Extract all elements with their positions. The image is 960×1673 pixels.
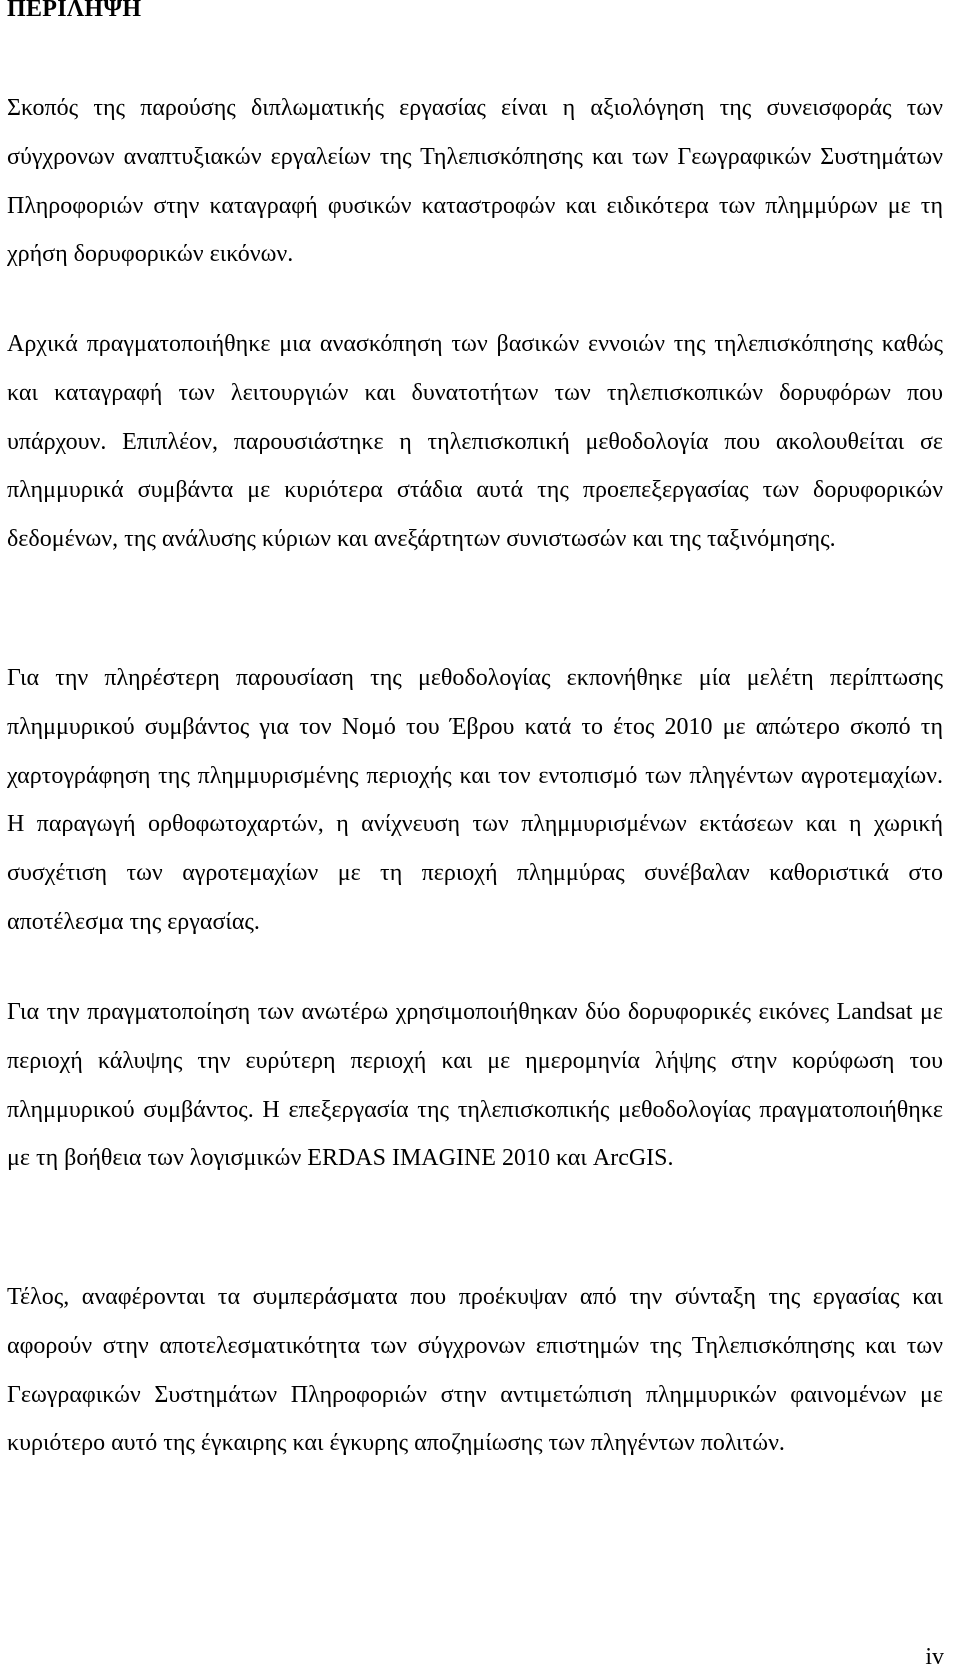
- paragraph-case-study: Για την πληρέστερη παρουσίαση της μεθοδολογίας εκπονήθηκε μία μελέτη περίπτωσης πλημμυρικού συμβάντος για τον Νομό του Έβρου κατά το έτος 2010 με απώτερο σκοπό τη χαρτογράφηση της πλημμυρισμένης περιοχής και τον εντοπισμό των πληγέντων αγροτεμαχίων. Η παραγωγή ορθοφωτοχαρτών, η ανίχνευση των πλημμυρισμένων εκτάσεων και η χωρική συσχέτιση των αγροτεμαχίων με τη περιοχή πλημμύρας συνέβαλαν καθοριστικά στο αποτέλεσμα της εργασίας.: [7, 665, 943, 935]
- page-number: iv: [925, 1644, 944, 1670]
- paragraph-conclusions: Τέλος, αναφέρονται τα συμπεράσματα που προέκυψαν από την σύνταξη της εργασίας και αφορούν στην αποτελεσματικότητα των σύγχρονων επιστημών της Τηλεπισκόπησης και των Γεωγραφικών Συστημάτων Πληροφοριών στην αντιμετώπιση πλημμυρικών φαινομένων με κυριότερο αυτό της έγκαιρης και έγκυρης αποζημίωσης των πληγέντων πολιτών.: [7, 1284, 943, 1457]
- page-title: ΠΕΡΙΛΗΨΗ: [7, 0, 142, 22]
- paragraph-review: Αρχικά πραγματοποιήθηκε μια ανασκόπηση των βασικών εννοιών της τηλεπισκόπησης καθώς και καταγραφή των λειτουργιών και δυνατοτήτων των τηλεπισκοπικών δορυφόρων που υπάρχουν. Επιπλέον, παρουσιάστηκε η τηλεπισκοπική μεθοδολογία που ακολουθείται σε πλημμυρικά συμβάντα με κυριότερα στάδια αυτά της προεπεξεργασίας των δορυφορικών δεδομένων, της ανάλυσης κύριων και ανεξάρτητων συνιστωσών και της ταξινόμησης.: [7, 331, 943, 553]
- paragraph-data-software: Για την πραγματοποίηση των ανωτέρω χρησιμοποιήθηκαν δύο δορυφορικές εικόνες Landsat με περιοχή κάλυψης την ευρύτερη περιοχή και με ημερομηνία λήψης στην κορύφωση του πλημμυρικού συμβάντος. Η επεξεργασία της τηλεπισκοπικής μεθοδολογίας πραγματοποιήθηκε με τη βοήθεια των λογισμικών ERDAS IMAGINE 2010 και ArcGIS.: [7, 999, 943, 1172]
- paragraph-purpose: Σκοπός της παρούσης διπλωματικής εργασίας είναι η αξιολόγηση της συνεισφοράς των σύγχρονων αναπτυξιακών εργαλείων της Τηλεπισκόπησης και των Γεωγραφικών Συστημάτων Πληροφοριών στην καταγραφή φυσικών καταστροφών και ειδικότερα των πλημμύρων με τη χρήση δορυφορικών εικόνων.: [7, 95, 943, 268]
